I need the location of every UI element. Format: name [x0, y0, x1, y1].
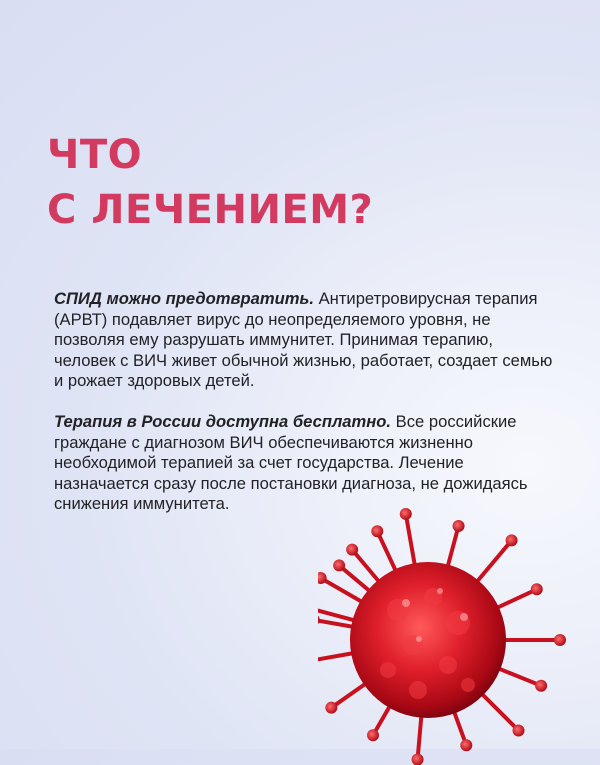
- paragraph-text: Все российские граждане с диагнозом ВИЧ обеспечиваются жизненно необходимой терапией за счет государства. Лечение назначается сразу после постановки диагноза, не дожидаясь снижения иммунитета.: [54, 411, 528, 514]
- virus-spike-tip: [412, 754, 424, 765]
- virus-spike: [473, 540, 512, 586]
- virus-spike-tip: [513, 725, 525, 737]
- virus-spike-tip: [554, 634, 566, 646]
- virus-illustration: [318, 505, 600, 765]
- virus-spike-tip: [531, 583, 543, 595]
- paragraph-free-therapy: [54, 412, 554, 515]
- virus-spike-tip: [346, 544, 358, 556]
- virus-spike: [477, 689, 518, 730]
- virus-spike-tip: [506, 534, 518, 546]
- virus-spike-tip: [400, 508, 412, 520]
- virus-spike: [406, 514, 416, 571]
- virus-spike-tip: [535, 680, 547, 692]
- virus-body: [350, 562, 506, 718]
- virus-spike-tip: [367, 729, 379, 741]
- paragraph-prevention: [54, 289, 554, 392]
- virus-spike-tip: [453, 520, 465, 532]
- virus-spike-tip: [318, 614, 320, 626]
- paragraph-text: Антиретровирусная терапия (АРВТ) подавляет вирус до неопределяемого уровня, не позволяя ему разрушать иммунитет. Принимая терапию, человек с ВИЧ живет обычной жизнью, работает, создает семью и рожает здоровых детей.: [54, 289, 553, 391]
- virus-spike-tip: [325, 702, 337, 714]
- virus-spike-tip: [460, 739, 472, 751]
- title-line-2: С ЛЕЧЕНИЕМ?: [47, 187, 374, 233]
- virus-spike-tip: [333, 559, 345, 571]
- body-text: [54, 289, 554, 535]
- paragraph-lead: СПИД можно предотвратить.: [54, 289, 314, 308]
- title-line-1: ЧТО: [47, 132, 143, 178]
- page-title: [47, 128, 373, 238]
- virus-spike-tip: [371, 525, 383, 537]
- paragraph-lead: Терапия в России доступна бесплатно.: [54, 411, 392, 431]
